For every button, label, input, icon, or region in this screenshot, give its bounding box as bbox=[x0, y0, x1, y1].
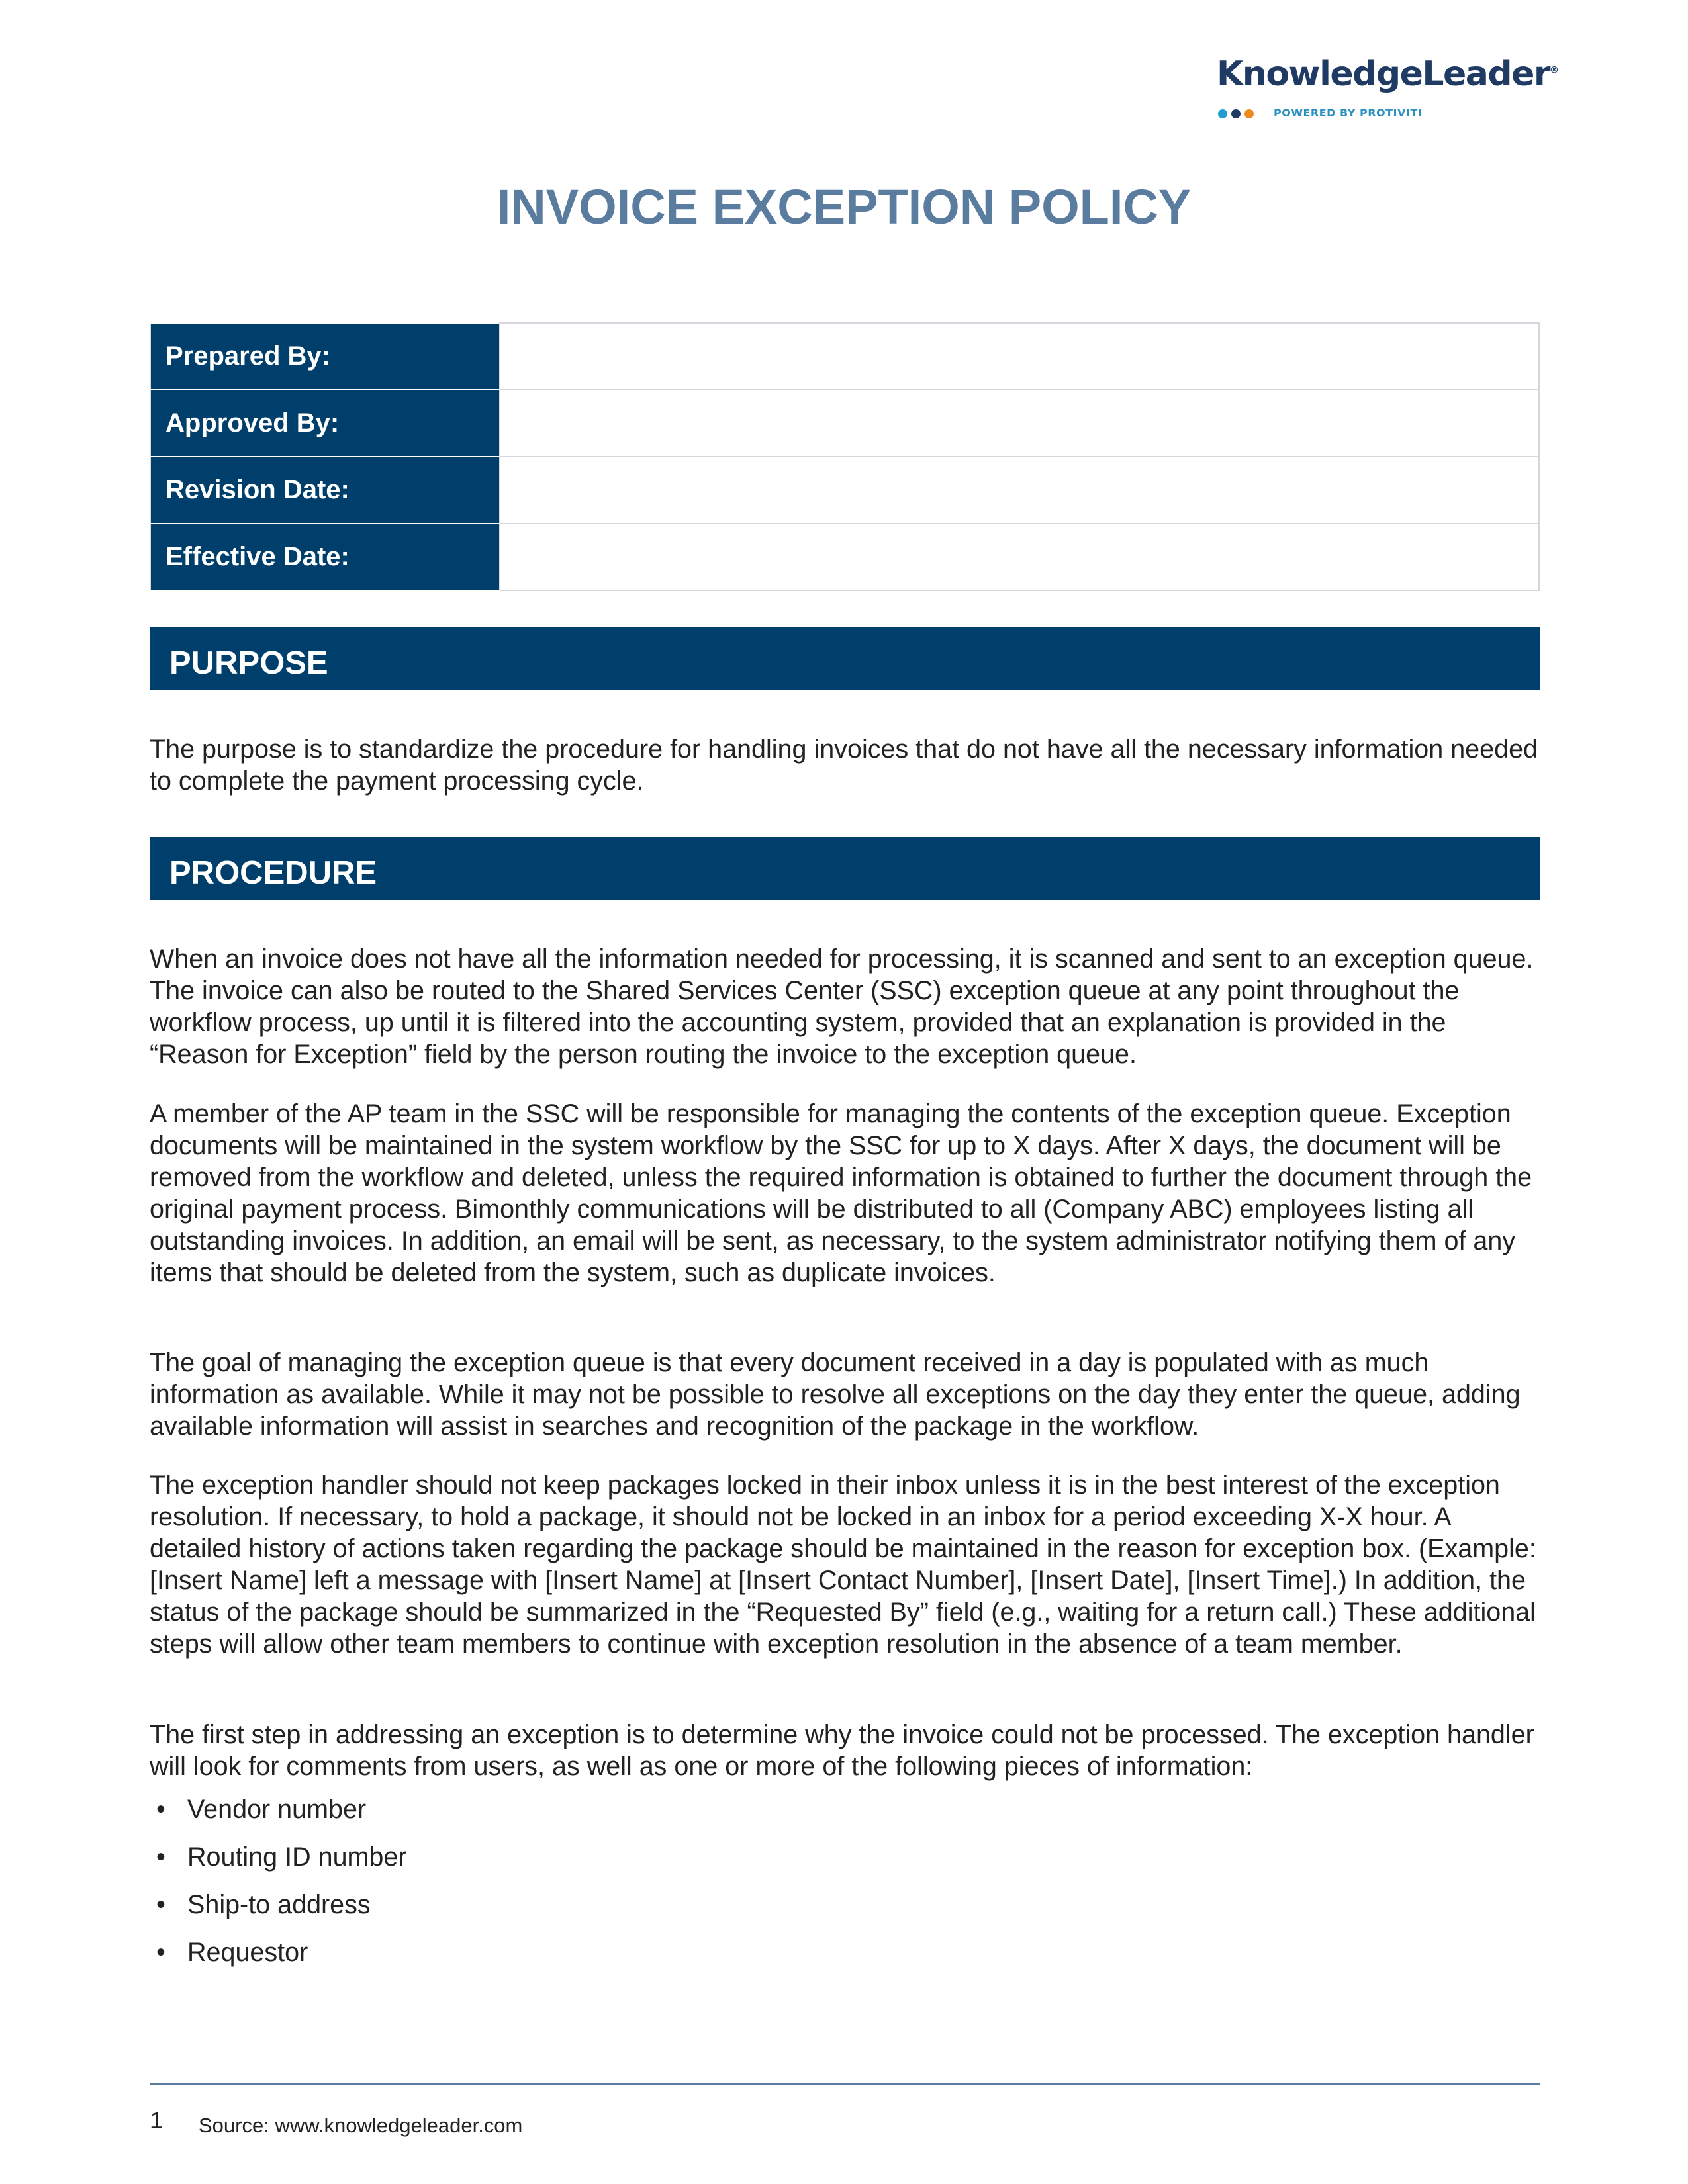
meta-row-effective-date bbox=[150, 523, 1539, 590]
procedure-paragraph-4: The exception handler should not keep packages locked in their inbox unless it is in the best interest of the exception resolution. If necessary, to hold a package, it should not be locked in an inbox for a period exceeding X-X hour. A detailed history of actions taken regarding the package should be maintained in the reason for exception box. (Example: [Insert Name] left a message with [Insert Name] at [Insert Contact Number], [Insert Date], [Insert Time].) In addition, the status of the package should be summarized in the “Requested By” field (e.g., waiting for a return call.) These additional steps will allow other team members to continue with exception resolution in the absence of a team member. bbox=[150, 1471, 1536, 1659]
meta-label: Effective Date: bbox=[150, 523, 500, 590]
section-heading-purpose: PURPOSE bbox=[150, 627, 1540, 690]
meta-row-approved-by bbox=[150, 390, 1539, 457]
logo-tagline: POWERED BY PROTIVITI bbox=[1274, 107, 1423, 119]
bullet-icon: • bbox=[156, 1938, 165, 1967]
list-item-text: Requestor bbox=[187, 1938, 308, 1967]
list-item-text: Ship-to address bbox=[187, 1890, 371, 1919]
list-item bbox=[150, 1936, 407, 1968]
meta-value-approved-by bbox=[500, 390, 1539, 457]
meta-label: Revision Date: bbox=[150, 457, 500, 523]
procedure-paragraph-5: The first step in addressing an exception is to determine why the invoice could not be processed. The exception handler will look for comments from users, as well as one or more of the following pieces of information: bbox=[150, 1720, 1534, 1781]
purpose-paragraph: The purpose is to standardize the procedure for handling invoices that do not have all the necessary information needed to complete the payment processing cycle. bbox=[150, 735, 1538, 796]
meta-value-prepared-by bbox=[500, 323, 1539, 390]
list-item-text: Routing ID number bbox=[187, 1843, 407, 1872]
bullet-icon: • bbox=[156, 1795, 165, 1824]
bullet-icon: • bbox=[156, 1890, 165, 1919]
document-title: INVOICE EXCEPTION POLICY bbox=[496, 179, 1192, 234]
procedure-paragraph-2: A member of the AP team in the SSC will be responsible for managing the contents of the exception queue. Exception documents will be maintained in the system workflow by the SSC for up to X days. After X days, the document will be removed from the workflow and deleted, unless the required information is obtained to further the document through the original payment process. Bimonthly communications will be distributed to all (Company ABC) employees listing all outstanding invoices. In addition, an email will be sent, as necessary, to the system administrator notifying them of any items that should be deleted from the system, such as duplicate invoices. bbox=[150, 1099, 1532, 1287]
list-item bbox=[150, 1841, 407, 1873]
logo-dot-blue bbox=[1218, 109, 1227, 118]
footer-source: Source: www.knowledgeleader.com bbox=[199, 2114, 523, 2137]
page-number: 1 bbox=[150, 2107, 164, 2134]
procedure-paragraph-1: When an invoice does not have all the information needed for processing, it is scanned and sent to an exception queue. The invoice can also be routed to the Shared Services Center (SSC) exception queue at any point throughout the workflow process, up until it is filtered into the accounting system, provided that an explanation is provided in the “Reason for Exception” field by the person routing the invoice to the exception queue. bbox=[150, 944, 1534, 1069]
list-item bbox=[150, 1794, 407, 1825]
document-meta-table bbox=[150, 322, 1540, 591]
logo-dot-navy bbox=[1231, 109, 1241, 118]
logo-dot-orange bbox=[1244, 109, 1254, 118]
meta-value-effective-date bbox=[500, 523, 1539, 590]
list-item bbox=[150, 1889, 407, 1921]
meta-label: Prepared By: bbox=[150, 323, 500, 390]
logo-wordmark: KnowledgeLeader® bbox=[1217, 54, 1558, 94]
meta-row-prepared-by bbox=[150, 323, 1539, 390]
list-item-text: Vendor number bbox=[187, 1795, 367, 1824]
meta-label: Approved By: bbox=[150, 390, 500, 457]
procedure-paragraph-3: The goal of managing the exception queue is that every document received in a day is populated with as much information as available. While it may not be possible to resolve all exceptions on the day they enter the queue, adding available information will assist in searches and recognition of the package in the workflow. bbox=[150, 1348, 1521, 1441]
logo-dots-icon bbox=[1218, 107, 1264, 119]
information-bullet-list bbox=[150, 1794, 407, 1984]
bullet-icon: • bbox=[156, 1843, 165, 1872]
knowledgeleader-logo bbox=[1217, 54, 1558, 127]
meta-row-revision-date bbox=[150, 457, 1539, 523]
footer-divider bbox=[150, 2083, 1540, 2085]
logo-registered-mark: ® bbox=[1550, 65, 1558, 76]
section-heading-procedure: PROCEDURE bbox=[150, 837, 1540, 900]
meta-value-revision-date bbox=[500, 457, 1539, 523]
